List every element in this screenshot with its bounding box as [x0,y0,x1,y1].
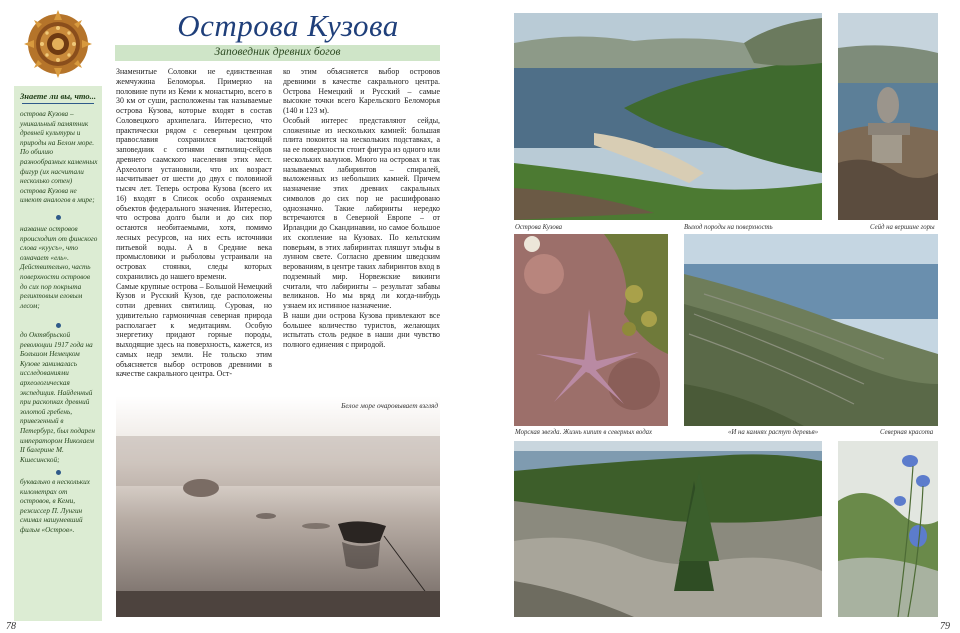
medallion-ornament-icon [22,8,94,80]
caption-islands: Острова Кузова [515,224,563,231]
photo-rocky-forest [514,441,822,617]
sidebar-fact-2: название островов происходит от финского слова «куусъ», что означает «ель». Действительно, часть поверхности островов до сих пор покрыта реликтовым еловым лесом; [20,225,98,310]
photo-starfish [514,234,668,426]
photo-seid-on-hill [838,13,938,220]
sidebar-fact-4: буквально в нескольких километрах от островов, в Кеми, режиссер П. Лунгин снимал нашумевший фильм «Остров». [20,478,90,534]
bullet-dot-icon [56,215,61,220]
article-column-1: Знаменитые Соловки не единственная жемчужина Беломорья. Примерно на половине пути из Кеми к монастырю, всего в 30 км от суши, расположены так называемые острова Кузова, которые входят в состав Соловецкого архипелага. Интересно, что практически рядом с северным центром православия сохранился настоящий заповедник с сотнями святилищ-сейдов древнего саамского населения этих мест. Археологи установили, что их возраст насчитывает от шести до двух с половиной тысяч лет. Теперь острова Кузова (всего их 16) входят в Список особо охраняемых объектов федерального значения. Интересно, что острова долго были и до сих пор остаются необитаемыми, хотя, помимо лесных ресурсов, на них есть источники питьевой воды. А в Средние века промысловики и рыболовы устраивали на островах стоянки, следы которых сохранились до нашего времени. Самые крупные острова – Большой Немецкий Кузов и Русский Кузов, где расположены сотни древних святилищ. Суровая, но удивительно гармоничная северная природа располагает к медитациям. Особую энергетику придают горные породы, выходящие здесь на поверхность, кажется, из самых недр земли. Не тольско этим объясняется выбор островов древними в качестве сакрального центра. Ост- [116,67,272,379]
page-subtitle: Заповедник древних богов [214,46,341,58]
caption-starfish: Морская звезда. Жизнь кипит в северных водах [515,429,653,436]
caption-seid: Сейд на вершине горы [870,224,935,231]
photo-caption-sea: Белое море очаровывает взгляд [341,402,438,410]
photo-kuzova-islands [514,13,822,220]
photo-bluebells [838,441,938,617]
bullet-dot-icon [56,323,61,328]
sidebar-divider [22,103,94,104]
caption-trees-on-stones: «И на камнях растут деревья» [728,429,819,436]
bullet-dot-icon [56,470,61,475]
photo-white-sea-boat [116,396,440,617]
sidebar-fact-1: острова Кузова – уникальный памятник древней культуры и природы на Белом море. По обилию разнообразных каменных фигур (их насчитали несколько сотен) острова Кузова не имеют аналогов в мире; [20,110,98,205]
sidebar-heading: Знаете ли вы, что... [19,91,97,101]
caption-northern-beauty: Северная красота [880,429,934,436]
article-column-2: ко этим объясняется выбор островов древними в качестве сакрального центра. Острова Немецкий и Русский – самые высокие точки всего Карельского Беломорья (140 и 123 м). Особый интерес представляют сейды, сложенные из нескольких камней: большая плита покоится на нескольких подставках, а на ее поверхности стоит фигура из одного или нескольких валунов. Много на островах и так называемых лабиринтов – спиралей, выложенных из небольших камней. Причем назначение этих древних сакральных символов до сих пор не расшифровано однозначно. Такие лабиринты нередко встречаются в Северной Европе – от Ирландии до Скандинавии, но самое большое их скопление на Кузовах. По кельтским поверьям, в этих лабиринтах пляшут эльфы в лунном свете. Согласно древним шведским верованиям, в центре таких лабиринтов вход в подземный мир. Норвежские викинги считали, что лабиринты – результат забавы великанов. Но мы вряд ли когда-нибудь узнаем их истинное назначение. В наши дни острова Кузова привлекают все большее количество туристов, желающих испытать столь редкое в наши дни чувство полного единения с природой. [283,67,440,349]
page-title: Острова Кузова [177,8,399,43]
sidebar-fact-3: до Октябрьской революции 1917 года на Большом Немецком Кузове занималась исследованиями археологическая экспедиция. Найденный при раскопках древний золотой гребень, привезенный в Петербург, был подарен императором Николаем II балерине М. Кшесинской; [20,331,95,464]
page-number-right: 79 [940,621,950,632]
photo-trees-on-stones [684,234,938,426]
page-number-left: 78 [6,621,16,632]
caption-rock-outcrop: Выход породы на поверхность [684,224,773,231]
